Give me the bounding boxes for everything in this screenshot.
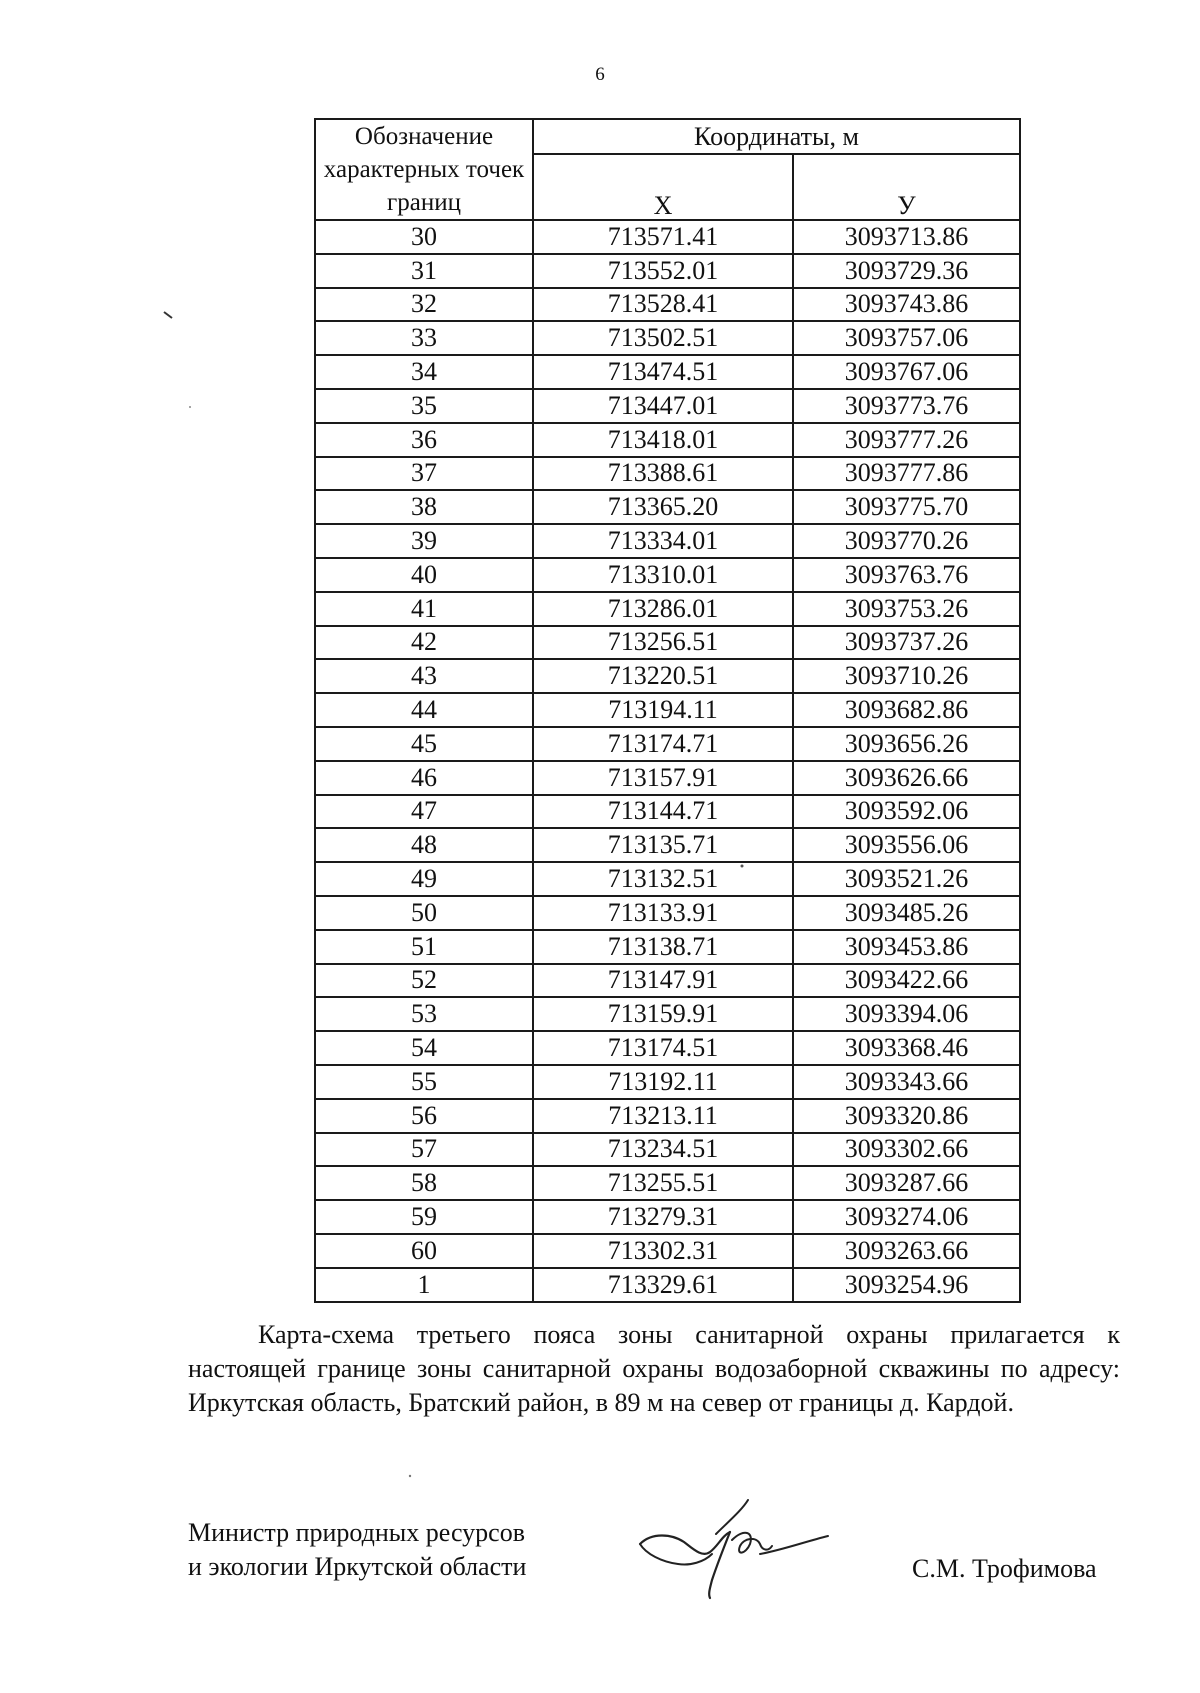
- x-coordinate-cell: 713310.01: [533, 558, 793, 592]
- point-cell: 48: [315, 828, 533, 862]
- y-coordinate-cell: 3093485.26: [793, 896, 1020, 930]
- table-row: [315, 389, 1020, 423]
- y-coordinate-cell: 3093775.70: [793, 490, 1020, 524]
- x-coordinate-cell: 713447.01: [533, 389, 793, 423]
- y-coordinate-cell: 3093254.96: [793, 1268, 1020, 1302]
- point-cell: 46: [315, 761, 533, 795]
- x-column-header: X: [533, 154, 793, 220]
- point-cell: 59: [315, 1200, 533, 1234]
- y-coordinate-cell: 3093757.06: [793, 321, 1020, 355]
- y-column-header: У: [793, 154, 1020, 220]
- y-coordinate-cell: 3093773.76: [793, 389, 1020, 423]
- table-row: [315, 1065, 1020, 1099]
- x-coordinate-cell: 713192.11: [533, 1065, 793, 1099]
- x-coordinate-cell: 713147.91: [533, 964, 793, 998]
- x-coordinate-cell: 713157.91: [533, 761, 793, 795]
- x-coordinate-cell: 713135.71: [533, 828, 793, 862]
- coordinates-table: [314, 118, 1021, 1303]
- table-row: [315, 220, 1020, 254]
- signatory-name: С.М. Трофимова: [912, 1554, 1097, 1583]
- signatory-position: [188, 1516, 526, 1584]
- point-cell: 56: [315, 1099, 533, 1133]
- x-coordinate-cell: 713159.91: [533, 997, 793, 1031]
- x-coordinate-cell: 713552.01: [533, 254, 793, 288]
- table-row: [315, 1133, 1020, 1167]
- y-coordinate-cell: 3093263.66: [793, 1234, 1020, 1268]
- y-coordinate-cell: 3093767.06: [793, 355, 1020, 389]
- point-cell: 33: [315, 321, 533, 355]
- table-row: [315, 1031, 1020, 1065]
- page-number: 6: [595, 64, 605, 85]
- x-coordinate-cell: 713213.11: [533, 1099, 793, 1133]
- y-coordinate-cell: 3093729.36: [793, 254, 1020, 288]
- handwritten-signature: [632, 1492, 832, 1602]
- y-coordinate-cell: 3093343.66: [793, 1065, 1020, 1099]
- point-cell: 54: [315, 1031, 533, 1065]
- y-coordinate-cell: 3093777.86: [793, 457, 1020, 491]
- point-cell: 31: [315, 254, 533, 288]
- x-coordinate-cell: 713388.61: [533, 457, 793, 491]
- designation-header: Обозначение характерных точек границ: [315, 119, 533, 220]
- table-row: [315, 930, 1020, 964]
- x-coordinate-cell: 713144.71: [533, 795, 793, 829]
- y-coordinate-cell: 3093368.46: [793, 1031, 1020, 1065]
- point-cell: 43: [315, 659, 533, 693]
- table-row: [315, 457, 1020, 491]
- y-coordinate-cell: 3093753.26: [793, 592, 1020, 626]
- y-coordinate-cell: 3093626.66: [793, 761, 1020, 795]
- table-row: [315, 1234, 1020, 1268]
- point-cell: 42: [315, 626, 533, 660]
- point-cell: 32: [315, 288, 533, 322]
- y-coordinate-cell: 3093656.26: [793, 727, 1020, 761]
- point-cell: 34: [315, 355, 533, 389]
- table-row: [315, 288, 1020, 322]
- table-row: [315, 423, 1020, 457]
- y-coordinate-cell: 3093422.66: [793, 964, 1020, 998]
- table-row: [315, 828, 1020, 862]
- x-coordinate-cell: 713365.20: [533, 490, 793, 524]
- point-cell: 1: [315, 1268, 533, 1302]
- y-coordinate-cell: 3093770.26: [793, 524, 1020, 558]
- point-cell: 58: [315, 1166, 533, 1200]
- x-coordinate-cell: 713474.51: [533, 355, 793, 389]
- y-coordinate-cell: 3093556.06: [793, 828, 1020, 862]
- coordinates-header: Координаты, м: [533, 119, 1020, 154]
- x-coordinate-cell: 713138.71: [533, 930, 793, 964]
- x-coordinate-cell: 713528.41: [533, 288, 793, 322]
- x-coordinate-cell: 713174.71: [533, 727, 793, 761]
- x-coordinate-cell: 713571.41: [533, 220, 793, 254]
- x-coordinate-cell: 713174.51: [533, 1031, 793, 1065]
- table-row: [315, 761, 1020, 795]
- point-cell: 36: [315, 423, 533, 457]
- point-cell: 51: [315, 930, 533, 964]
- point-cell: 47: [315, 795, 533, 829]
- point-cell: 45: [315, 727, 533, 761]
- table-row: [315, 321, 1020, 355]
- y-coordinate-cell: 3093521.26: [793, 862, 1020, 896]
- x-coordinate-cell: 713286.01: [533, 592, 793, 626]
- table-body: [315, 220, 1020, 1302]
- point-cell: 57: [315, 1133, 533, 1167]
- y-coordinate-cell: 3093453.86: [793, 930, 1020, 964]
- x-coordinate-cell: 713220.51: [533, 659, 793, 693]
- y-coordinate-cell: 3093743.86: [793, 288, 1020, 322]
- table-row: [315, 254, 1020, 288]
- point-cell: 53: [315, 997, 533, 1031]
- table-row: [315, 1200, 1020, 1234]
- y-coordinate-cell: 3093763.76: [793, 558, 1020, 592]
- table-row: [315, 1099, 1020, 1133]
- x-coordinate-cell: 713329.61: [533, 1268, 793, 1302]
- point-cell: 52: [315, 964, 533, 998]
- table-row: [315, 490, 1020, 524]
- x-coordinate-cell: 713279.31: [533, 1200, 793, 1234]
- y-coordinate-cell: 3093777.26: [793, 423, 1020, 457]
- table-row: [315, 896, 1020, 930]
- y-coordinate-cell: 3093592.06: [793, 795, 1020, 829]
- table-row: [315, 997, 1020, 1031]
- x-coordinate-cell: 713132.51: [533, 862, 793, 896]
- table-row: [315, 693, 1020, 727]
- position-line-1: Министр природных ресурсов: [188, 1518, 525, 1547]
- y-coordinate-cell: 3093320.86: [793, 1099, 1020, 1133]
- x-coordinate-cell: 713502.51: [533, 321, 793, 355]
- y-coordinate-cell: 3093737.26: [793, 626, 1020, 660]
- point-cell: 49: [315, 862, 533, 896]
- y-coordinate-cell: 3093287.66: [793, 1166, 1020, 1200]
- point-cell: 55: [315, 1065, 533, 1099]
- y-coordinate-cell: 3093274.06: [793, 1200, 1020, 1234]
- y-coordinate-cell: 3093710.26: [793, 659, 1020, 693]
- x-coordinate-cell: 713194.11: [533, 693, 793, 727]
- table-row: [315, 964, 1020, 998]
- x-coordinate-cell: 713255.51: [533, 1166, 793, 1200]
- table-row: [315, 592, 1020, 626]
- point-cell: 35: [315, 389, 533, 423]
- table-row: [315, 558, 1020, 592]
- point-cell: 30: [315, 220, 533, 254]
- y-coordinate-cell: 3093682.86: [793, 693, 1020, 727]
- point-cell: 40: [315, 558, 533, 592]
- table-row: [315, 1268, 1020, 1302]
- point-cell: 37: [315, 457, 533, 491]
- point-cell: 39: [315, 524, 533, 558]
- x-coordinate-cell: 713133.91: [533, 896, 793, 930]
- table-row: [315, 1166, 1020, 1200]
- point-cell: 60: [315, 1234, 533, 1268]
- table-row: [315, 659, 1020, 693]
- point-cell: 50: [315, 896, 533, 930]
- y-coordinate-cell: 3093394.06: [793, 997, 1020, 1031]
- table-row: [315, 862, 1020, 896]
- table-row: [315, 524, 1020, 558]
- x-coordinate-cell: 713256.51: [533, 626, 793, 660]
- table-row: [315, 727, 1020, 761]
- table-row: [315, 355, 1020, 389]
- table-row: [315, 626, 1020, 660]
- x-coordinate-cell: 713334.01: [533, 524, 793, 558]
- note-text: [188, 1318, 1120, 1420]
- x-coordinate-cell: 713418.01: [533, 423, 793, 457]
- x-coordinate-cell: 713234.51: [533, 1133, 793, 1167]
- y-coordinate-cell: 3093302.66: [793, 1133, 1020, 1167]
- point-cell: 38: [315, 490, 533, 524]
- table-row: [315, 795, 1020, 829]
- position-line-2: и экологии Иркутской области: [188, 1552, 527, 1581]
- note-paragraph: Карта-схема третьего пояса зоны санитарной охраны прилагается к настоящей границе зоны санитарной охраны водозаборной скважины по адресу: Иркутская область, Братский район, в 89 м на север от границы д. Кардой.: [188, 1320, 1120, 1417]
- point-cell: 44: [315, 693, 533, 727]
- x-coordinate-cell: 713302.31: [533, 1234, 793, 1268]
- y-coordinate-cell: 3093713.86: [793, 220, 1020, 254]
- point-cell: 41: [315, 592, 533, 626]
